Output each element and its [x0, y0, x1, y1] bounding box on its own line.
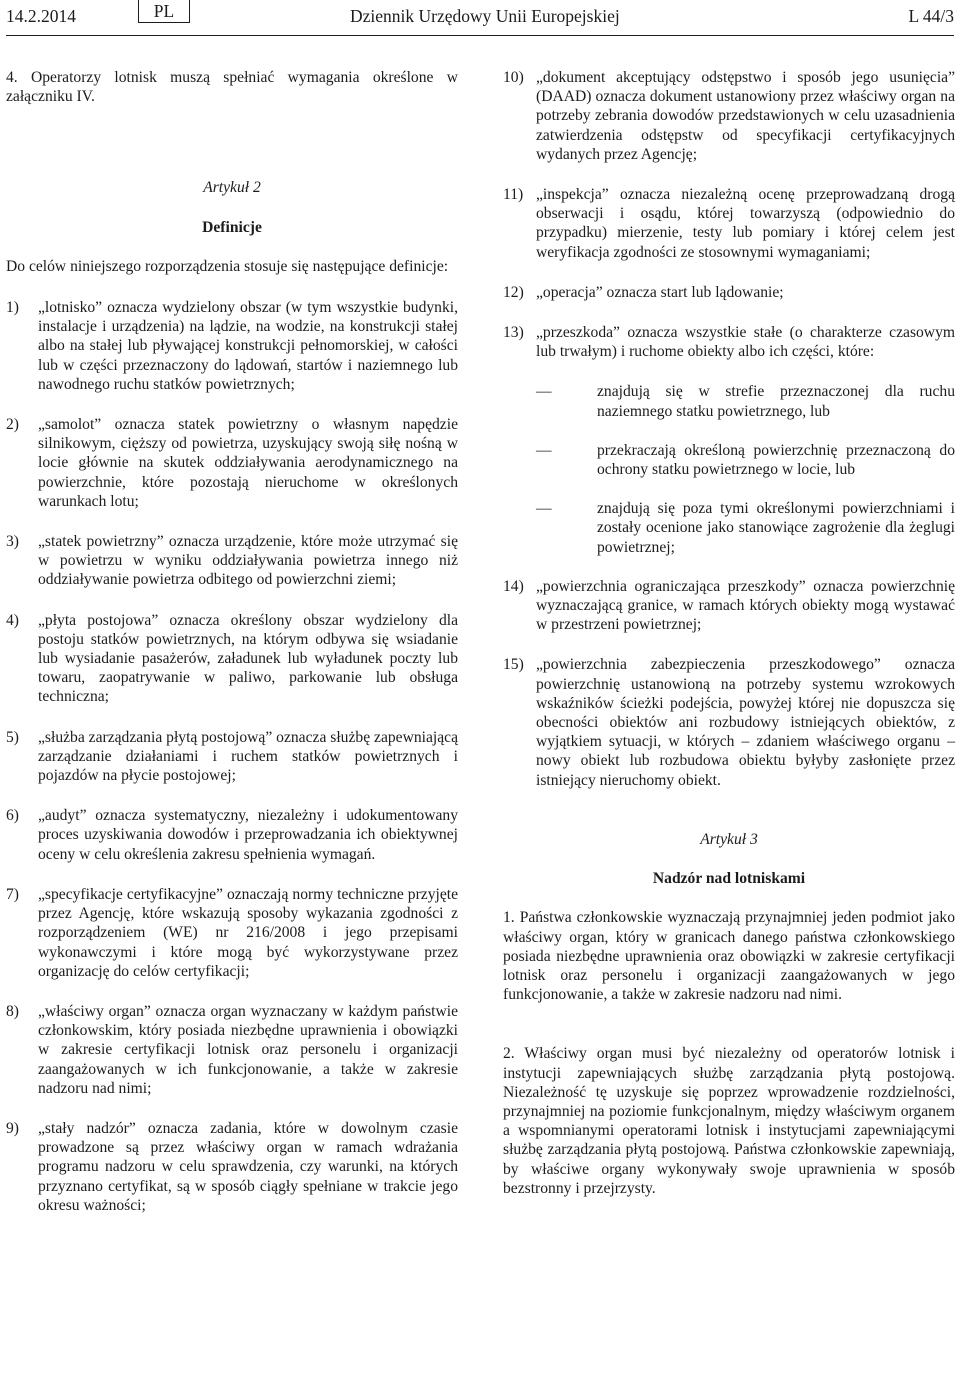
definition-text: „stały nadzór” oznacza zadania, które w dowolnym czasie prowadzone są przez właściwy organ w ramach wdrażania programu nadzoru w celu sprawdzenia, czy warunki, na których przyznano certyfikat, są w sposób ciągły spełniane w trakcie jego okresu ważności;: [38, 1119, 458, 1214]
journal-title: Dziennik Urzędowy Unii Europejskiej: [350, 6, 620, 26]
article-3-paragraph-1: 1. Państwa członkowskie wyznaczają przynajmniej jeden podmiot jako właściwy organ, który w granicach danego państwa członkowskiego posiada niezbędne uprawnienia oraz obowiązki w zakresie certyfikacji lotnisk oraz personelu i organizacji zaangażowanych w jego funkcjonowanie, a także w zakresie nadzoru nad nimi.: [503, 909, 955, 1004]
definition-text: „dokument akceptujący odstępstwo i sposób jego usunięcia” (DAAD) oznacza dokument ustanowiony przez właściwy organ na potrzeby zebrania dowodów przedstawionych w celu uzasadnienia zatwierdzenia odstępstw od specyfikacji certyfikacyjnych wydanych przez Agencję;: [536, 69, 955, 163]
page-header: [6, 0, 954, 34]
definition-text: „właściwy organ” oznacza organ wyznaczany w każdym państwie członkowskim, który posiada niezbędne uprawnienia i obowiązki w zakresie certyfikacji lotnisk oraz personelu i organizacji zaangażowanych w ich funkcjonowanie, a także w zakresie nadzoru nad nimi;: [38, 1002, 458, 1097]
definition-item: [6, 298, 458, 394]
page-number: L 44/3: [908, 6, 954, 26]
article-2-lead: Do celów niniejszego rozporządzenia stosuje się następujące definicje:: [6, 257, 449, 275]
header-rule: [6, 35, 954, 36]
definition-text: „płyta postojowa” oznacza określony obszar wydzielony dla postoju statków powietrznych, na którym odbywa się wsiadanie lub wysiadanie pasażerów, załadunek lub wyładunek poczty lub towaru, zaopatrywanie w paliwo, parkowanie lub obsługa techniczna;: [38, 611, 458, 706]
definition-text: „powierzchnia ograniczająca przeszkody” oznacza powierzchnię wyznaczającą granice, w ramach których obiekty mogą wystawać w przestrzeni powietrznej;: [536, 577, 955, 634]
article-2-title: Definicje: [202, 218, 262, 236]
dash-item-text: — przekraczają określoną powierzchnię przeznaczoną do ochrony statku powietrznego w locie, lub: [597, 441, 955, 479]
dash-item-text: — znajdują się w strefie przeznaczonej dla ruchu naziemnego statku powietrznego, lub: [597, 383, 955, 420]
definition-item: [503, 68, 955, 164]
definition-text: „samolot” oznacza statek powietrzny o własnym napędzie silnikowym, cięższy od powietrza, uzyskujący swoją siłę nośną w locie głównie na skutek oddziaływania aerodynamicznego na powierzchnie, które pozostają nieruchome w określonych warunkach lotu;: [38, 416, 458, 510]
definition-number: 6): [6, 807, 19, 825]
definition-number: 1): [6, 299, 19, 317]
definition-number: 11): [503, 186, 524, 204]
definition-text: „audyt” oznacza systematyczny, niezależny i udokumentowany proces uzyskiwania dowodów i przeprowadzania ich obiektywnej oceny w celu określenia zakresu spełnienia wymagań.: [38, 807, 458, 863]
publication-date: 14.2.2014: [6, 6, 76, 26]
paragraph-4: 4. Operatorzy lotnisk muszą spełniać wymagania określone w załączniku IV.: [6, 69, 458, 106]
definition-item: [6, 1119, 458, 1215]
definition-item: [503, 283, 955, 302]
definition-number: 3): [6, 533, 19, 551]
definition-text: „inspekcja” oznacza niezależną ocenę przeprowadzaną drogą obserwacji i osądu, której towarzyszą (odpowiednio do przypadku) mierzenie, testy lub pomiary i której celem jest weryfikacja zgodności ze stosownymi wymaganiami;: [536, 186, 955, 261]
definition-number: 10): [503, 69, 524, 86]
definition-item: [503, 577, 955, 635]
definition-number: 2): [6, 416, 19, 434]
definition-item: [6, 415, 458, 511]
definition-number: 7): [6, 885, 19, 903]
definition-item: [6, 611, 458, 707]
left-column: [6, 68, 458, 1236]
definition-text: „powierzchnia zabezpieczenia przeszkodowego” oznacza powierzchnię ustanowioną na potrzeby systemu wzrokowych wskaźników ścieżki podejścia, powyżej której nie dopuszcza się obecności obiektów ani rozbudowy istniejących obiektów, z wyjątkiem sytuacji, w których – zdaniem właściwego organu – nowy obiekt lub rozbudowa obiektu byłyby zasłonięte przez istniejący nieruchomy obiekt.: [536, 656, 955, 789]
definition-number: 9): [6, 1119, 19, 1137]
definition-item: [6, 1002, 458, 1098]
definition-number: 8): [6, 1002, 19, 1020]
definition-item: [6, 806, 458, 864]
definitions-list-right-continued: [503, 577, 955, 790]
definition-number: 13): [503, 324, 524, 342]
definition-item: [503, 655, 955, 789]
right-column: [503, 68, 955, 1198]
definition-number: 15): [503, 656, 524, 674]
definition-text: „przeszkoda” oznacza wszystkie stałe (o charakterze czasowym lub trwałym) i ruchome obiekty albo ich części, które:: [536, 324, 955, 361]
language-badge: PL: [138, 0, 190, 23]
dash-list-item: [536, 499, 955, 557]
definition-item: [6, 885, 458, 981]
obstacle-conditions-list: [503, 382, 955, 556]
definitions-list-right: [503, 68, 955, 361]
definition-text: „lotnisko” oznacza wydzielony obszar (w tym wszystkie budynki, instalacje i urządzenia) na lądzie, na wodzie, na konstrukcji stałej albo na stałej lub pływającej konstrukcji pełnomorskiej, w całości lub w części przeznaczony do lądowań, startów i naziemnego lub nawodnego ruchu statków powietrznych;: [38, 299, 458, 393]
definition-text: „służba zarządzania płytą postojową” oznacza służbę zapewniającą zarządzanie działaniami i ruchem statków powietrznych i pojazdów na płycie postojowej;: [38, 728, 458, 785]
definition-text: „statek powietrzny” oznacza urządzenie, które może utrzymać się w powietrzu w wyniku oddziaływania powietrza innego niż oddziaływanie powietrza odbitego od powierzchni ziemi;: [38, 533, 458, 589]
definition-text: „operacja” oznacza start lub lądowanie;: [536, 283, 784, 301]
definition-item: [503, 323, 955, 361]
definition-number: 4): [6, 611, 19, 629]
definitions-list-left: [6, 298, 458, 1215]
definition-item: [6, 532, 458, 590]
definition-text: „specyfikacje certyfikacyjne” oznaczają normy techniczne przyjęte przez Agencję, które wskazują sposoby wykazania zgodności z rozporządzeniem (WE) nr 216/2008 i jego przepisami wykonawczymi i które mogą być wykorzystywane przez organizację do celów certyfikacji;: [38, 885, 458, 980]
definition-number: 5): [6, 728, 19, 746]
definition-item: [6, 728, 458, 786]
article-3-paragraph-2: 2. Właściwy organ musi być niezależny od operatorów lotnisk i instytucji zapewniających służbę zarządzania płytą postojową. Niezależność tę uzyskuje się poprzez wprowadzenie rozdzielności, przynajmniej na poziomie funkcjonalnym, między właściwym organem a wspomnianymi operatorami lotnisk i instytucjami zapewniającymi służbę zarządzania płytą postojową. Państwa członkowskie zapewniają, by właściwe organy wykonywały swoje uprawnienia w sposób bezstronny i przejrzysty.: [503, 1045, 955, 1197]
definition-item: [503, 185, 955, 262]
dash-list-item: [536, 382, 955, 420]
article-3-title: Nadzór nad lotniskami: [652, 870, 806, 888]
article-3-label: Artykuł 3: [700, 830, 758, 848]
article-2-label: Artykuł 2: [203, 179, 261, 197]
definition-number: 12): [503, 283, 524, 301]
definition-number: 14): [503, 577, 524, 595]
dash-item-text: — znajdują się poza tymi określonymi powierzchniami i zostały ocenione jako stanowiące zagrożenie dla żeglugi powietrznej;: [597, 500, 955, 556]
dash-list-item: [536, 441, 955, 479]
